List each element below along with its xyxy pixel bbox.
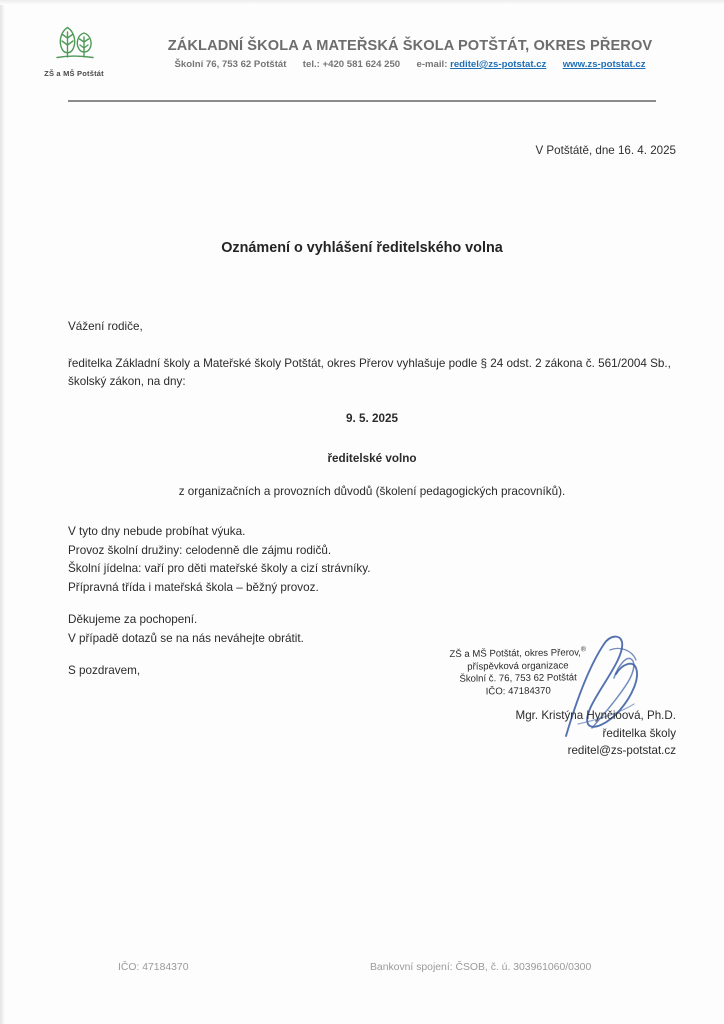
scan-edge-left (0, 0, 7, 1024)
two-trees-icon (47, 22, 101, 68)
intro-paragraph: ředitelka Základní školy a Mateřské školy Potštát, okres Přerov vyhlašuje podle § 24 odst. 2 zákona č. 561/2004 Sb., školský zákon, na dny: (68, 356, 671, 388)
document-title: Oznámení o vyhlášení ředitelského volna (221, 240, 503, 256)
valediction: S pozdravem, (68, 664, 141, 677)
signature-block (516, 707, 676, 760)
registered-mark-icon: ® (580, 646, 587, 654)
stamp-line-2: příspěvková organizace (467, 660, 569, 673)
contact-line (140, 59, 680, 70)
signer-name: Mgr. Kristýna Hynčioová, Ph.D. (515, 709, 676, 722)
closing-lines (68, 611, 676, 648)
holiday-reason: z organizačních a provozních důvodů (školení pedagogických pracovníků). (178, 484, 566, 498)
footer-bank-account: Bankovní spojení: ČSOB, č. ú. 303961060/0300 (370, 962, 592, 973)
official-stamp (404, 644, 633, 700)
email-label: e-mail: (416, 59, 448, 70)
footer-ico: IČO: 47184370 (118, 962, 189, 973)
school-phone: tel.: +420 581 624 250 (302, 59, 401, 70)
stamp-line-3: Školní č. 76, 753 62 Potštát (459, 672, 577, 686)
letterhead-text (140, 38, 680, 70)
scan-edge-top (0, 0, 724, 5)
stamp-line-1: ZŠ a MŠ Potštát, okres Přerov,® (449, 646, 587, 661)
header-divider (68, 100, 656, 102)
organization-name: ZÁKLADNÍ ŠKOLA A MATEŘSKÁ ŠKOLA POTŠTÁT, OKRES PŘEROV (167, 38, 653, 54)
operations-item: Školní jídelna: vaří pro děti mateřské školy a cizí strávníky. (68, 562, 371, 575)
letterhead (0, 22, 724, 84)
school-address: Školní 76, 753 62 Potštát (174, 59, 287, 70)
stamp-line-4: IČO: 47184370 (485, 685, 551, 698)
place-and-date: V Potštátě, dne 16. 4. 2025 (535, 144, 676, 157)
operations-item: Provoz školní družiny: celodenně dle zájmu rodičů. (68, 543, 332, 557)
email-link[interactable]: reditel@zs-potstat.cz (450, 59, 547, 70)
document-body (68, 318, 676, 681)
signer-role: ředitelka školy (602, 726, 676, 740)
holiday-subject: ředitelské volno (327, 452, 417, 465)
closing-item: Děkujeme za pochopení. (68, 613, 198, 626)
operations-item: V tyto dny nebude probíhat výuka. (68, 525, 246, 538)
school-logo (28, 22, 120, 78)
holiday-date: 9. 5. 2025 (346, 411, 398, 425)
salutation: Vážení rodiče, (68, 320, 143, 333)
closing-item: V případě dotazů se na nás neváhejte obrátit. (68, 631, 304, 645)
operations-list (68, 523, 676, 597)
operations-item: Přípravná třída i mateřská škola – běžný provoz. (68, 580, 319, 594)
signer-email: reditel@zs-potstat.cz (567, 744, 676, 757)
logo-caption: ZŠ a MŠ Potštát (44, 69, 104, 78)
website-link[interactable]: www.zs-potstat.cz (562, 59, 646, 70)
